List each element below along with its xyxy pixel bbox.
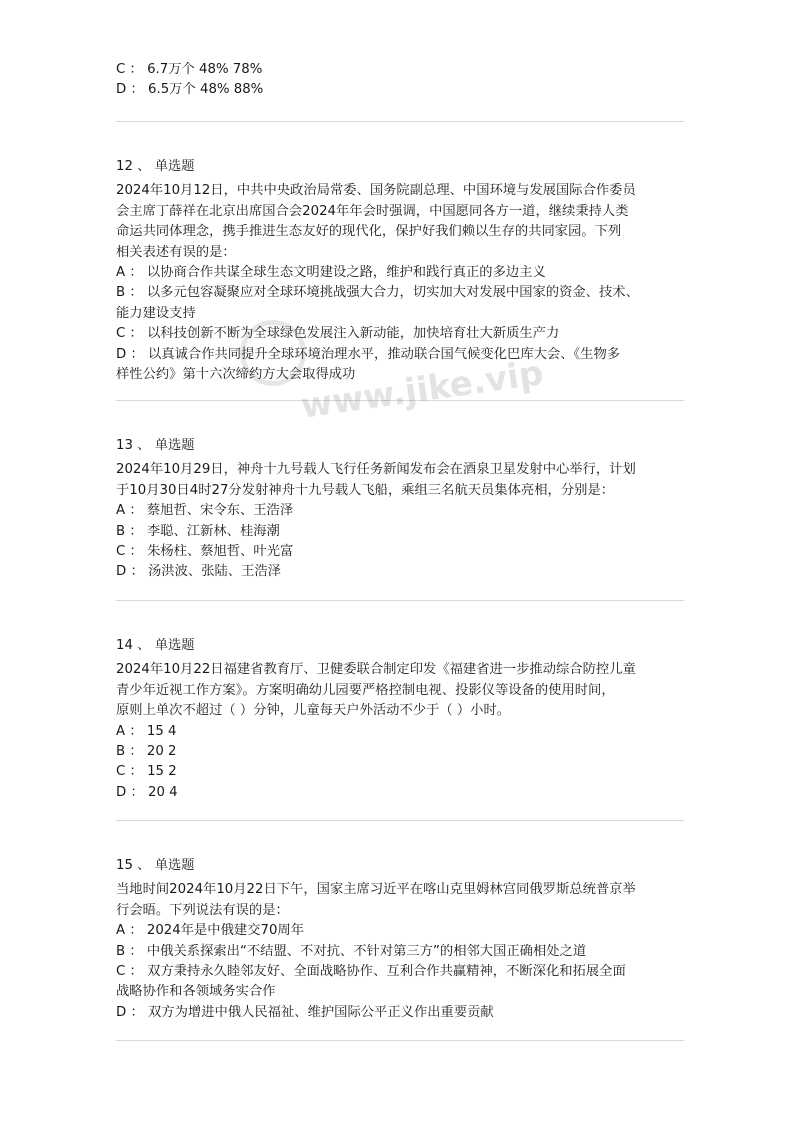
option-text: 以科技创新不断为全球绿色发展注入新动能，加快培育壮大新质生产力 (147, 326, 560, 342)
question-type: 单选题 (154, 638, 195, 653)
question-number: 14 (116, 638, 133, 653)
option-separator: ： (126, 82, 149, 98)
option-b[interactable] (116, 942, 686, 962)
option-b[interactable] (116, 742, 686, 762)
question-stem (116, 460, 686, 501)
option-separator: ： (126, 1004, 149, 1020)
option-text: 中俄关系探索出“不结盟、不对抗、不针对第三方”的相邻大国正确相处之道 (146, 943, 587, 959)
option-key: C (116, 62, 126, 77)
option-text: 双方秉持永久睦邻友好、全面战略协作、互利合作共赢精神，不断深化和拓展全面 (147, 964, 626, 980)
question-14 (116, 636, 686, 803)
question-separator: 、 (132, 438, 155, 453)
question-header (116, 436, 686, 456)
option-d (116, 80, 686, 100)
option-text: 以多元包容凝聚应对全球环境挑战强大合力，切实加大对发展中国家的资金、技术、 (146, 285, 639, 301)
option-c[interactable] (116, 762, 686, 782)
option-d[interactable] (116, 562, 686, 582)
stem-line: 当地时间2024年10月22日下午，国家主席习近平在喀山克里姆林宫同俄罗斯总统普京举 (116, 882, 636, 898)
divider (116, 600, 684, 601)
option-separator: ： (125, 744, 147, 760)
option-separator: ： (126, 784, 149, 800)
option-separator: ： (125, 285, 147, 301)
question-separator: 、 (132, 159, 155, 174)
option-text: 20 2 (146, 744, 177, 760)
option-separator: ： (125, 923, 147, 939)
question-header (116, 856, 686, 876)
question-number: 15 (116, 858, 133, 873)
option-separator: ： (125, 62, 148, 77)
option-separator: ： (125, 544, 148, 560)
stem-line: 行会晤。下列说法有误的是： (116, 902, 289, 918)
question-separator: 、 (132, 638, 155, 653)
watermark-url: www.jike.vip (298, 353, 546, 427)
option-a[interactable] (116, 501, 686, 521)
option-text: 15 4 (146, 723, 177, 739)
option-key: B (116, 523, 126, 539)
option-key: C (116, 326, 126, 342)
divider (116, 820, 684, 821)
option-key: A (116, 923, 126, 939)
stem-line: 2024年10月22日福建省教育厅、卫健委联合制定印发《福建省进一步推动综合防控儿童 (116, 662, 636, 678)
question-13 (116, 436, 686, 583)
option-separator: ： (125, 326, 148, 342)
option-text: 以真诚合作共同提升全球环境治理水平，推动联合国气候变化巴库大会、《生物多 (148, 346, 621, 362)
option-separator: ： (125, 523, 147, 539)
option-text: 以协商合作共谋全球生态文明建设之路，维护和践行真正的多边主义 (146, 265, 546, 281)
question-type: 单选题 (154, 438, 195, 453)
option-separator: ： (125, 764, 148, 780)
option-text: 6.5万个 48% 88% (148, 82, 264, 98)
option-text: 2024年是中俄建交70周年 (146, 923, 305, 939)
option-key: D (116, 1004, 127, 1020)
question-12 (116, 157, 686, 385)
stem-line: 2024年10月29日，神舟十九号载人飞行任务新闻发布会在酒泉卫星发射中心举行，计划 (116, 462, 636, 478)
option-key: B (116, 285, 126, 301)
option-key: D (116, 784, 127, 800)
option-c (116, 60, 686, 80)
option-a[interactable] (116, 921, 686, 941)
stem-line: 会主席丁薛祥在北京出席国合会2024年年会时强调，中国愿同各方一道，继续秉持人类 (116, 203, 629, 219)
option-text: 蔡旭哲、宋令东、王浩泽 (146, 503, 294, 519)
question-separator: 、 (132, 858, 155, 873)
question-15 (116, 856, 686, 1023)
stem-line: 命运共同体理念，携手推进生态友好的现代化，保护好我们赖以生存的共同家园。下列 (116, 224, 622, 240)
question-stem (116, 181, 686, 263)
option-separator: ： (125, 943, 147, 959)
option-a[interactable] (116, 722, 686, 742)
option-key: D (116, 82, 127, 98)
stem-line: 原则上单次不超过（ ）分钟，儿童每天户外活动不少于（ ）小时。 (116, 703, 511, 719)
prev-question-options (116, 60, 686, 101)
option-text-cont: 能力建设支持 (116, 305, 196, 321)
option-key: D (116, 346, 127, 362)
option-key: B (116, 744, 126, 760)
option-separator: ： (125, 723, 147, 739)
option-c[interactable] (116, 962, 686, 1003)
option-c[interactable] (116, 324, 686, 344)
option-text: 朱杨柱、蔡旭哲、叶光富 (147, 544, 294, 560)
option-text: 15 2 (147, 764, 177, 780)
option-d[interactable] (116, 783, 686, 803)
option-key: A (116, 503, 126, 519)
option-separator: ： (126, 346, 149, 362)
stem-line: 青少年近视工作方案》。方案明确幼儿园要严格控制电视、投影仪等设备的使用时间， (116, 682, 615, 698)
option-key: C (116, 544, 126, 560)
option-d[interactable] (116, 1003, 686, 1023)
option-d[interactable] (116, 345, 686, 386)
option-key: A (116, 265, 126, 281)
option-c[interactable] (116, 542, 686, 562)
stem-line: 2024年10月12日，中共中央政治局常委、国务院副总理、中国环境与发展国际合作委员 (116, 183, 636, 199)
divider (116, 1040, 684, 1041)
option-b[interactable] (116, 522, 686, 542)
question-stem (116, 660, 686, 721)
option-text: 汤洪波、张陆、王浩泽 (148, 564, 281, 580)
question-number: 12 (116, 159, 133, 174)
option-separator: ： (125, 265, 147, 281)
option-a[interactable] (116, 263, 686, 283)
stem-line: 相关表述有误的是： (116, 244, 236, 260)
question-header (116, 157, 686, 177)
question-stem (116, 880, 686, 921)
option-text-cont: 战略协作和各领域务实合作 (116, 984, 276, 1000)
question-type: 单选题 (154, 858, 195, 873)
question-header (116, 636, 686, 656)
option-text-cont: 样性公约》第十六次缔约方大会取得成功 (116, 367, 356, 383)
question-type: 单选题 (154, 159, 195, 174)
option-b[interactable] (116, 283, 686, 324)
divider (116, 121, 684, 122)
option-separator: ： (126, 564, 149, 580)
option-text: 双方为增进中俄人民福祉、维护国际公平正义作出重要贡献 (148, 1004, 494, 1020)
option-key: D (116, 564, 127, 580)
divider (116, 400, 684, 401)
option-text: 李聪、江新林、桂海潮 (146, 523, 280, 539)
option-key: A (116, 723, 126, 739)
option-key: B (116, 943, 126, 959)
question-number: 13 (116, 438, 133, 453)
option-text: 6.7万个 48% 78% (147, 62, 263, 77)
option-separator: ： (125, 503, 147, 519)
option-text: 20 4 (148, 784, 178, 800)
option-separator: ： (125, 964, 148, 980)
stem-line: 于10月30日4时27分发射神舟十九号载人飞船，乘组三名航天员集体亮相，分别是： (116, 482, 615, 498)
option-key: C (116, 964, 126, 980)
option-key: C (116, 764, 126, 780)
